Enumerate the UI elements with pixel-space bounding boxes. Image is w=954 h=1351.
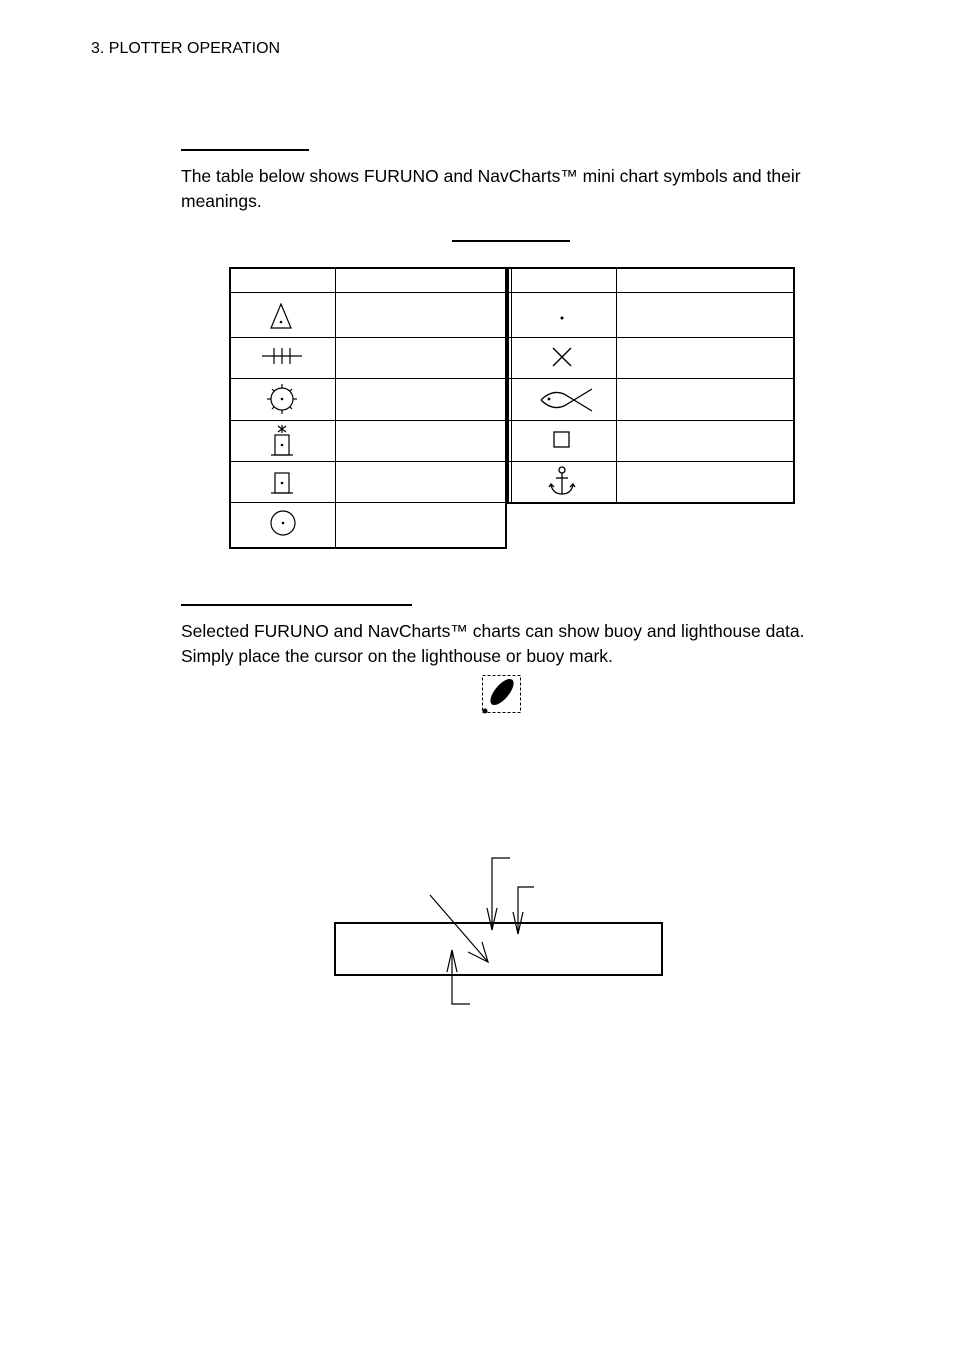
obstruction-cross-icon <box>550 345 574 369</box>
table-row-divider <box>508 461 794 462</box>
buoy-data-paragraph <box>181 619 861 668</box>
beacon-triangle-icon <box>268 302 294 330</box>
light-buoy-icon <box>265 382 299 416</box>
buoy-mark-icon <box>481 674 523 716</box>
table-col-divider <box>511 268 512 503</box>
buoy-data-line-1: Selected FURUNO and NavCharts™ charts can show buoy and lighthouse data. <box>181 621 805 641</box>
table-row-divider <box>508 337 794 338</box>
table-row-divider <box>508 378 794 379</box>
buoy-circle-icon <box>268 508 298 538</box>
lighthouse-icon <box>269 423 295 457</box>
buoy-data-line-2: Simply place the cursor on the lighthouse or buoy mark. <box>181 645 613 666</box>
table-col-divider <box>616 268 617 503</box>
table-row-divider <box>230 378 506 379</box>
table-col-divider <box>335 268 336 548</box>
table-caption-underline <box>452 240 570 242</box>
table-row-divider <box>230 420 506 421</box>
table-row-divider <box>508 420 794 421</box>
table-row-divider <box>230 292 506 293</box>
section-heading-underline <box>181 149 309 151</box>
anchorage-icon <box>547 465 577 497</box>
callout-arrow-icon <box>420 850 550 1010</box>
section-heading-underline <box>181 604 412 606</box>
symbols-intro-text: The table below shows FURUNO and NavCharts™ mini chart symbols and their meanings. <box>181 166 801 211</box>
running-head: 3. PLOTTER OPERATION <box>91 40 281 57</box>
table-row-divider <box>508 292 794 293</box>
fish-haven-icon <box>538 385 596 415</box>
light-post-icon <box>269 470 295 496</box>
table-row-divider <box>230 461 506 462</box>
table-row-divider <box>230 337 506 338</box>
wreck-icon <box>260 344 304 368</box>
sounding-dot-icon <box>556 312 568 324</box>
symbols-intro-paragraph <box>181 164 861 213</box>
square-buoy-icon <box>552 430 572 450</box>
table-row-divider <box>230 502 506 503</box>
